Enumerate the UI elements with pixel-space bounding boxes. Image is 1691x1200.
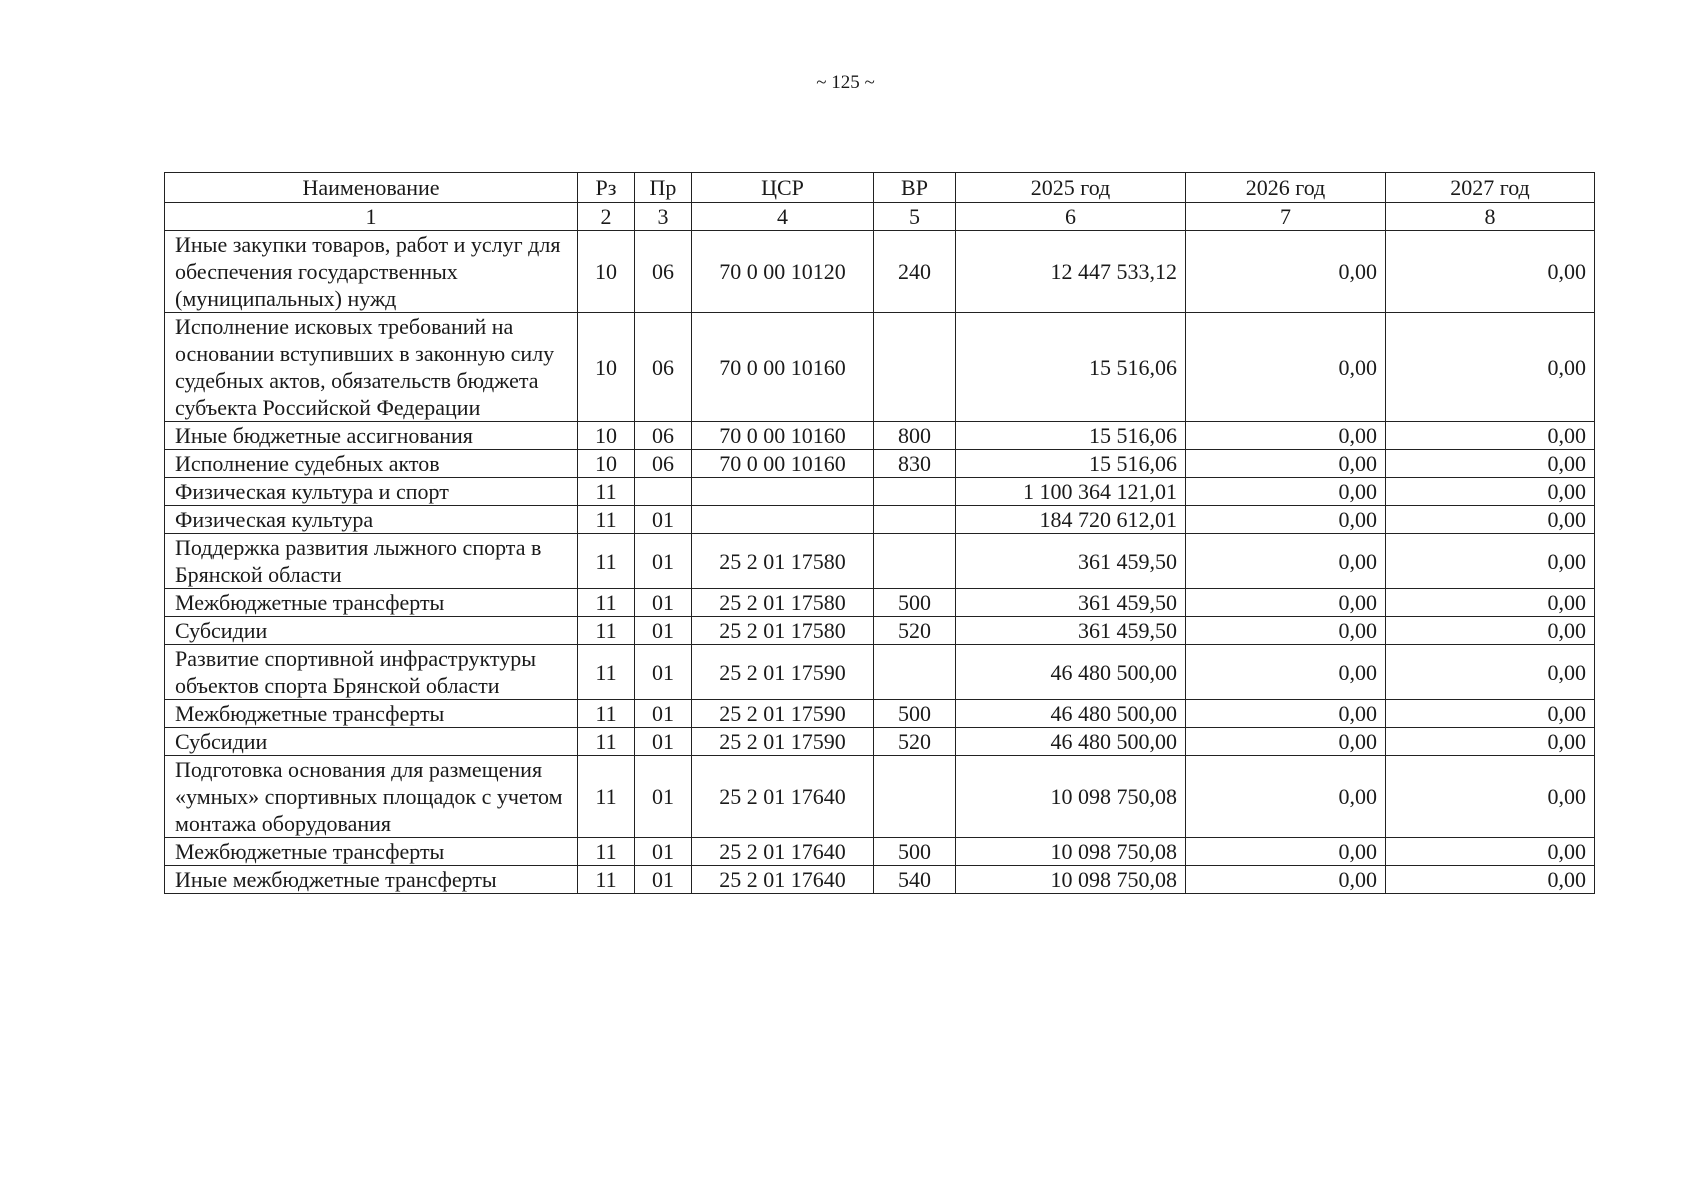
- row-vr: [874, 756, 956, 838]
- row-name: Межбюджетные трансферты: [165, 838, 578, 866]
- row-csr: 25 2 01 17590: [692, 700, 874, 728]
- row-pr: 01: [635, 700, 692, 728]
- row-2027: 0,00: [1386, 838, 1595, 866]
- row-pr: 01: [635, 756, 692, 838]
- table-row: [165, 645, 1595, 700]
- row-2026: 0,00: [1186, 617, 1386, 645]
- row-rz: 11: [578, 866, 635, 894]
- row-rz: 11: [578, 756, 635, 838]
- row-rz: 10: [578, 313, 635, 422]
- row-pr: 01: [635, 617, 692, 645]
- row-2027: 0,00: [1386, 422, 1595, 450]
- row-vr: 500: [874, 589, 956, 617]
- table-row: [165, 478, 1595, 506]
- row-rz: 10: [578, 231, 635, 313]
- row-pr: 01: [635, 866, 692, 894]
- row-2025: 10 098 750,08: [956, 838, 1186, 866]
- column-number: 2: [578, 203, 635, 231]
- row-2026: 0,00: [1186, 728, 1386, 756]
- row-name: Поддержка развития лыжного спорта в Брянской области: [165, 534, 578, 589]
- header-csr: ЦСР: [692, 173, 874, 203]
- row-2026: 0,00: [1186, 645, 1386, 700]
- row-pr: 06: [635, 231, 692, 313]
- row-2025: 46 480 500,00: [956, 728, 1186, 756]
- header-pr: Пр: [635, 173, 692, 203]
- row-pr: 01: [635, 534, 692, 589]
- row-name: Межбюджетные трансферты: [165, 700, 578, 728]
- row-name: Исполнение исковых требований на основании вступивших в законную силу судебных актов, обязательств бюджета субъекта Российской Федерации: [165, 313, 578, 422]
- row-csr: 25 2 01 17640: [692, 838, 874, 866]
- header-2025: 2025 год: [956, 173, 1186, 203]
- row-vr: 540: [874, 866, 956, 894]
- row-2025: 361 459,50: [956, 534, 1186, 589]
- table-row: [165, 231, 1595, 313]
- page-number: ~ 125 ~: [816, 72, 875, 93]
- row-2026: 0,00: [1186, 422, 1386, 450]
- row-name: Субсидии: [165, 617, 578, 645]
- row-pr: 01: [635, 589, 692, 617]
- row-2027: 0,00: [1386, 589, 1595, 617]
- row-2027: 0,00: [1386, 645, 1595, 700]
- row-2027: 0,00: [1386, 700, 1595, 728]
- row-csr: 25 2 01 17640: [692, 866, 874, 894]
- table-row: [165, 617, 1595, 645]
- row-rz: 10: [578, 450, 635, 478]
- row-pr: 06: [635, 422, 692, 450]
- row-2025: 10 098 750,08: [956, 866, 1186, 894]
- row-2026: 0,00: [1186, 589, 1386, 617]
- row-csr: [692, 506, 874, 534]
- row-vr: [874, 313, 956, 422]
- row-vr: [874, 645, 956, 700]
- row-name: Иные закупки товаров, работ и услуг для обеспечения государственных (муниципальных) нужд: [165, 231, 578, 313]
- header-vr: ВР: [874, 173, 956, 203]
- row-pr: 01: [635, 728, 692, 756]
- column-number-row: [165, 203, 1595, 231]
- row-2026: 0,00: [1186, 231, 1386, 313]
- row-2025: 46 480 500,00: [956, 645, 1186, 700]
- row-pr: 01: [635, 645, 692, 700]
- row-2025: 1 100 364 121,01: [956, 478, 1186, 506]
- row-2025: 46 480 500,00: [956, 700, 1186, 728]
- table-row: [165, 866, 1595, 894]
- row-rz: 10: [578, 422, 635, 450]
- header-name: Наименование: [165, 173, 578, 203]
- column-number: 6: [956, 203, 1186, 231]
- row-2027: 0,00: [1386, 506, 1595, 534]
- row-csr: 25 2 01 17580: [692, 617, 874, 645]
- row-2025: 12 447 533,12: [956, 231, 1186, 313]
- row-name: Подготовка основания для размещения «умных» спортивных площадок с учетом монтажа оборудования: [165, 756, 578, 838]
- column-number: 3: [635, 203, 692, 231]
- row-csr: 25 2 01 17580: [692, 589, 874, 617]
- header-row: [165, 173, 1595, 203]
- row-csr: 25 2 01 17580: [692, 534, 874, 589]
- row-rz: 11: [578, 700, 635, 728]
- table-row: [165, 756, 1595, 838]
- row-vr: [874, 506, 956, 534]
- row-name: Физическая культура и спорт: [165, 478, 578, 506]
- row-csr: 25 2 01 17640: [692, 756, 874, 838]
- row-vr: 500: [874, 838, 956, 866]
- table-row: [165, 728, 1595, 756]
- row-2025: 10 098 750,08: [956, 756, 1186, 838]
- row-2025: 361 459,50: [956, 617, 1186, 645]
- row-2026: 0,00: [1186, 866, 1386, 894]
- table-row: [165, 838, 1595, 866]
- row-2026: 0,00: [1186, 450, 1386, 478]
- row-vr: 830: [874, 450, 956, 478]
- row-2026: 0,00: [1186, 506, 1386, 534]
- row-vr: 500: [874, 700, 956, 728]
- row-vr: 520: [874, 617, 956, 645]
- table-row: [165, 589, 1595, 617]
- row-rz: 11: [578, 506, 635, 534]
- row-csr: 25 2 01 17590: [692, 645, 874, 700]
- table-row: [165, 700, 1595, 728]
- row-rz: 11: [578, 728, 635, 756]
- table-row: [165, 313, 1595, 422]
- row-rz: 11: [578, 645, 635, 700]
- table-body: [165, 231, 1595, 894]
- row-2026: 0,00: [1186, 313, 1386, 422]
- row-rz: 11: [578, 478, 635, 506]
- row-name: Развитие спортивной инфраструктуры объектов спорта Брянской области: [165, 645, 578, 700]
- row-name: Субсидии: [165, 728, 578, 756]
- row-csr: 70 0 00 10160: [692, 450, 874, 478]
- row-csr: 25 2 01 17590: [692, 728, 874, 756]
- row-rz: 11: [578, 617, 635, 645]
- column-number: 4: [692, 203, 874, 231]
- row-pr: 01: [635, 838, 692, 866]
- row-2025: 15 516,06: [956, 450, 1186, 478]
- row-2026: 0,00: [1186, 700, 1386, 728]
- row-csr: [692, 478, 874, 506]
- row-name: Физическая культура: [165, 506, 578, 534]
- row-pr: 06: [635, 313, 692, 422]
- header-2027: 2027 год: [1386, 173, 1595, 203]
- budget-table: [164, 172, 1595, 894]
- column-number: 1: [165, 203, 578, 231]
- row-csr: 70 0 00 10120: [692, 231, 874, 313]
- row-2027: 0,00: [1386, 313, 1595, 422]
- row-2025: 15 516,06: [956, 313, 1186, 422]
- table-row: [165, 450, 1595, 478]
- table-row: [165, 506, 1595, 534]
- row-rz: 11: [578, 589, 635, 617]
- row-name: Межбюджетные трансферты: [165, 589, 578, 617]
- column-number: 8: [1386, 203, 1595, 231]
- row-rz: 11: [578, 838, 635, 866]
- row-vr: [874, 478, 956, 506]
- row-2027: 0,00: [1386, 617, 1595, 645]
- row-pr: 01: [635, 506, 692, 534]
- table-row: [165, 422, 1595, 450]
- row-name: Иные межбюджетные трансферты: [165, 866, 578, 894]
- row-2027: 0,00: [1386, 728, 1595, 756]
- table-row: [165, 534, 1595, 589]
- header-rz: Рз: [578, 173, 635, 203]
- row-2027: 0,00: [1386, 231, 1595, 313]
- row-csr: 70 0 00 10160: [692, 313, 874, 422]
- column-number: 5: [874, 203, 956, 231]
- row-pr: [635, 478, 692, 506]
- row-vr: [874, 534, 956, 589]
- row-2027: 0,00: [1386, 756, 1595, 838]
- row-vr: 520: [874, 728, 956, 756]
- header-2026: 2026 год: [1186, 173, 1386, 203]
- row-2027: 0,00: [1386, 450, 1595, 478]
- row-vr: 800: [874, 422, 956, 450]
- row-2026: 0,00: [1186, 756, 1386, 838]
- row-2026: 0,00: [1186, 838, 1386, 866]
- column-number: 7: [1186, 203, 1386, 231]
- row-2025: 184 720 612,01: [956, 506, 1186, 534]
- row-csr: 70 0 00 10160: [692, 422, 874, 450]
- row-2027: 0,00: [1386, 534, 1595, 589]
- row-2025: 15 516,06: [956, 422, 1186, 450]
- row-2026: 0,00: [1186, 478, 1386, 506]
- row-pr: 06: [635, 450, 692, 478]
- row-name: Исполнение судебных актов: [165, 450, 578, 478]
- row-2026: 0,00: [1186, 534, 1386, 589]
- row-rz: 11: [578, 534, 635, 589]
- row-2027: 0,00: [1386, 478, 1595, 506]
- row-2027: 0,00: [1386, 866, 1595, 894]
- row-2025: 361 459,50: [956, 589, 1186, 617]
- row-name: Иные бюджетные ассигнования: [165, 422, 578, 450]
- row-vr: 240: [874, 231, 956, 313]
